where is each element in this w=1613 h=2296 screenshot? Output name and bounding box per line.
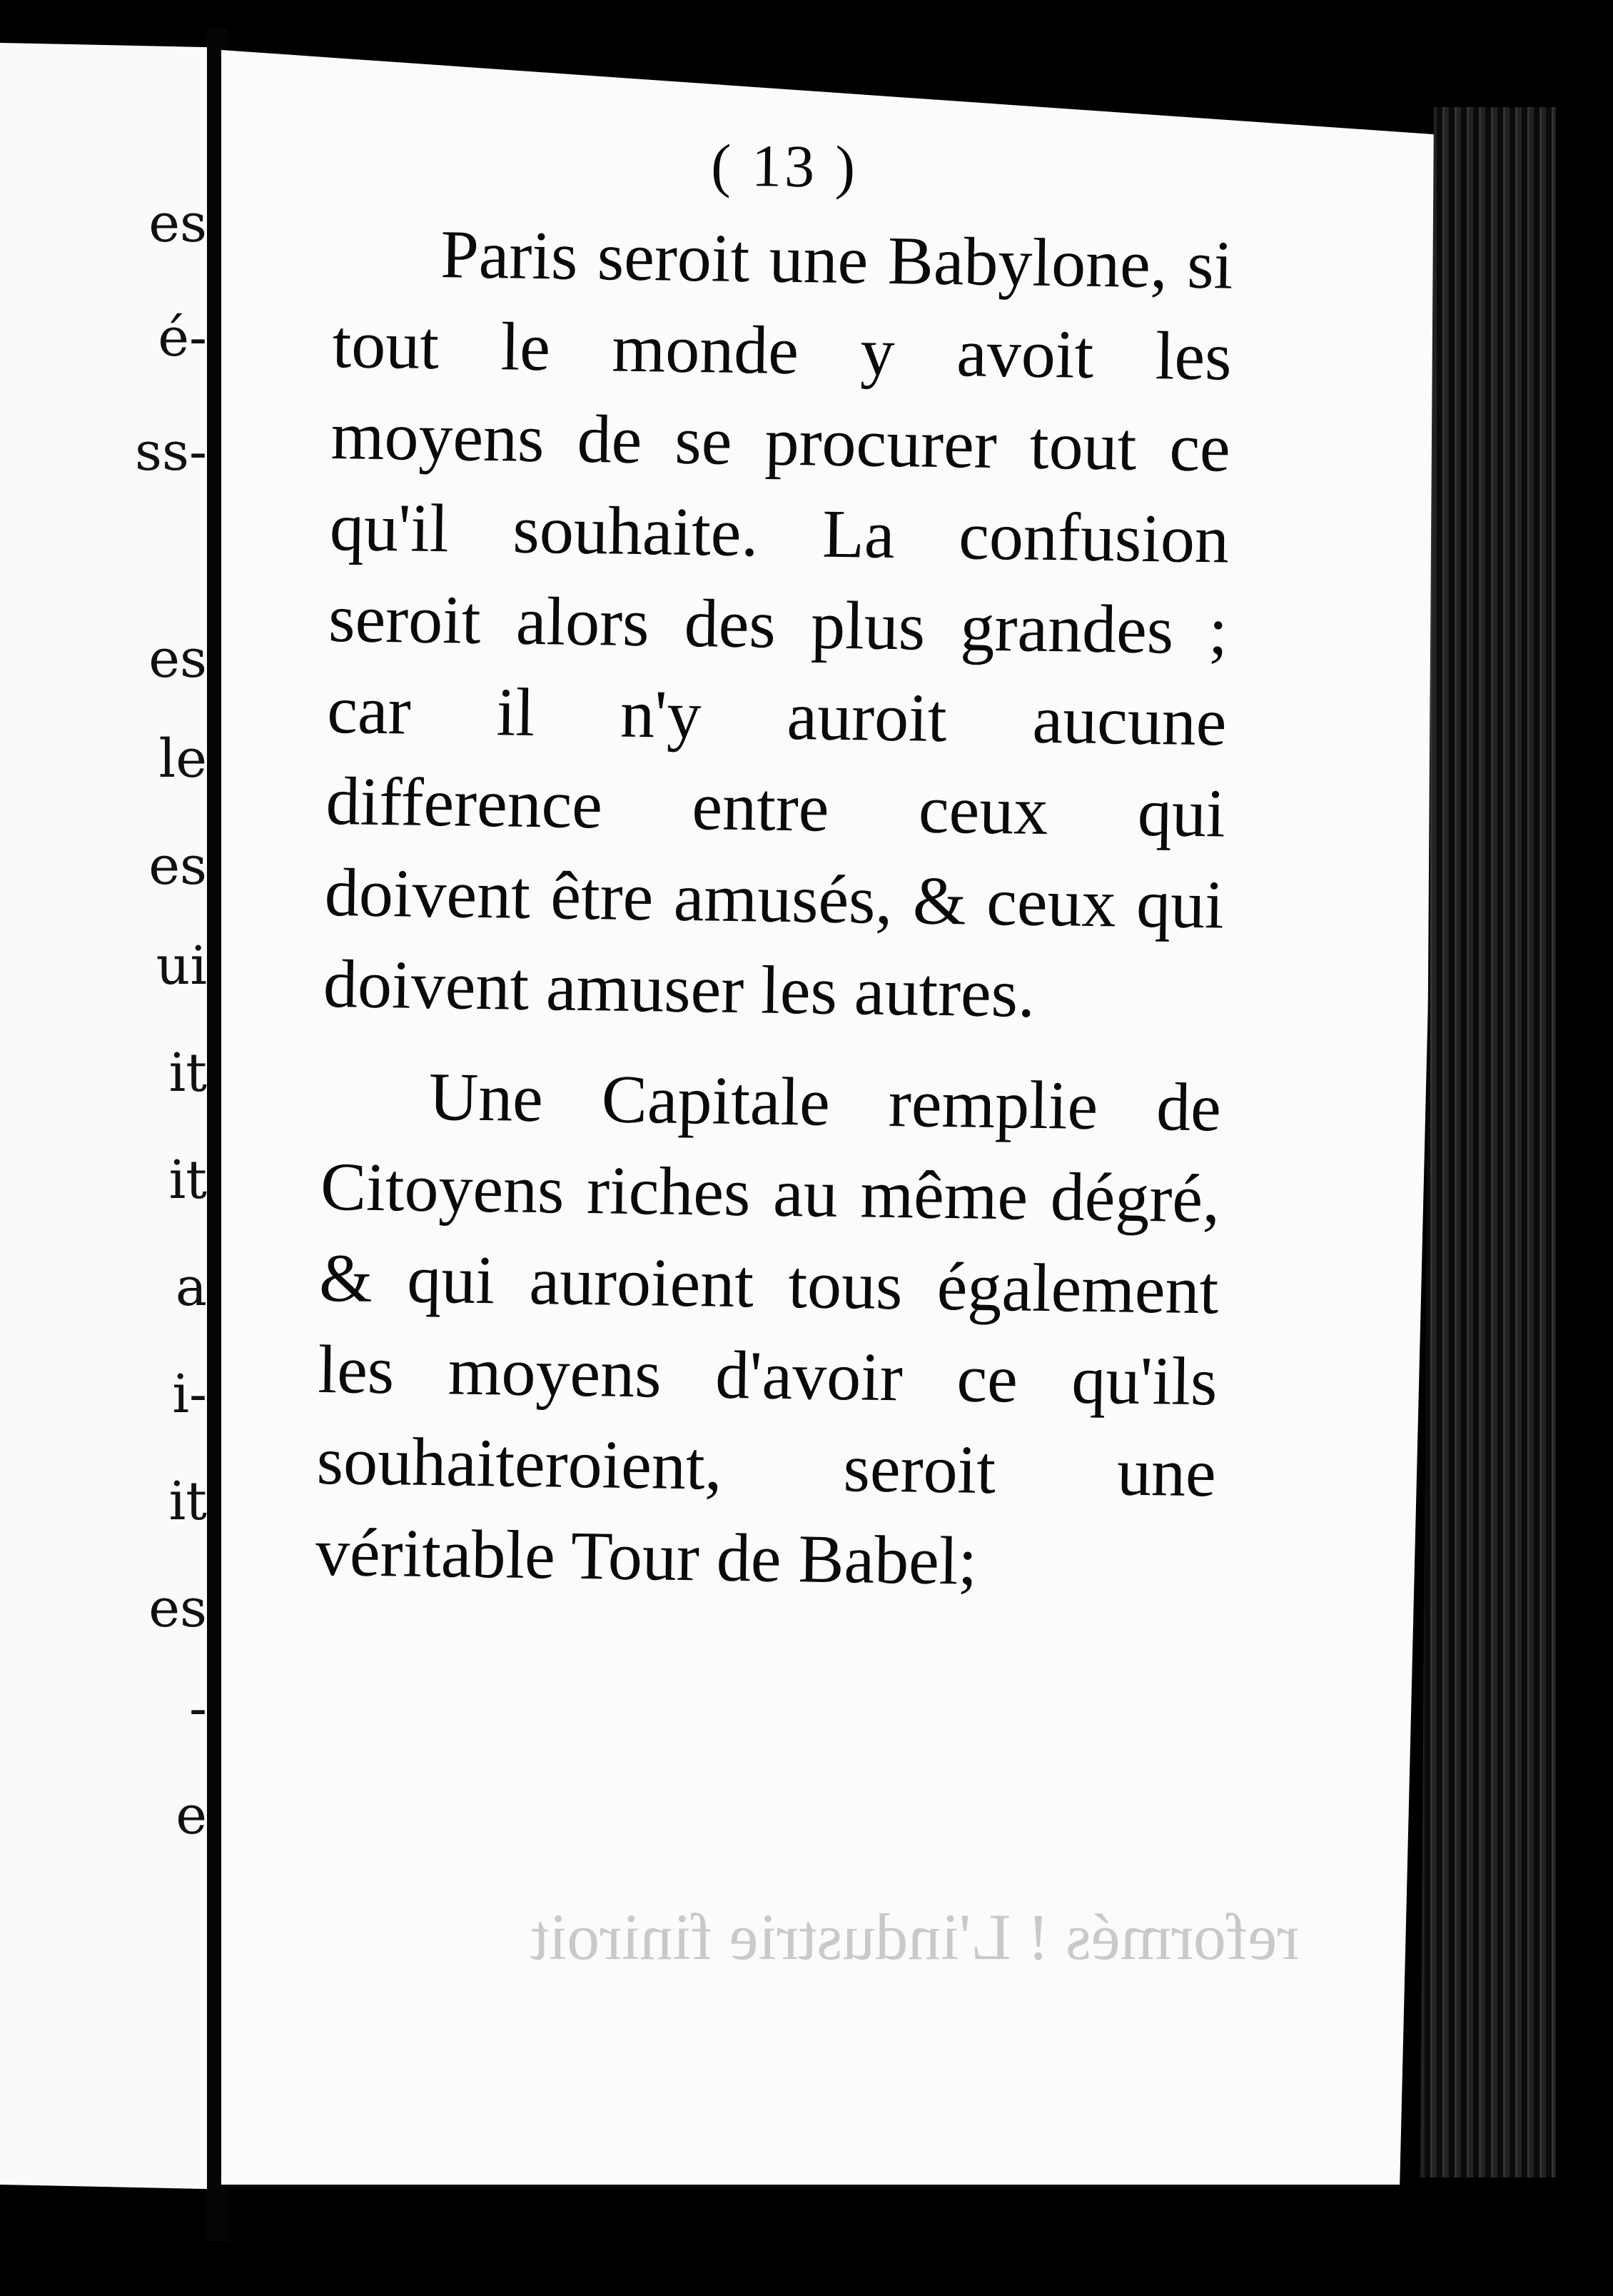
- fragment: it: [168, 1471, 207, 1532]
- fragment: le: [158, 728, 207, 790]
- fragment: es: [148, 628, 207, 690]
- fragment: es: [148, 193, 207, 254]
- fragment: -: [188, 1678, 207, 1739]
- fragment: it: [168, 1042, 207, 1104]
- fragment: it: [168, 1149, 207, 1211]
- paragraph: Une Capitale remplie de Citoyens riches au même dégré, & qui auroient tous également les moyens d'avoir ce qu'ils souhaiteroient, seroit une véritable Tour de Babel;: [315, 1057, 1222, 1599]
- fragment: a: [175, 1257, 207, 1318]
- paragraph: Paris seroit une Babylone, si tout le monde y avoit les moyens de se procurer tout ce qu'il souhaite. La confusion seroit alors des plus grandes ; car il n'y auroit aucune difference entre ceux qui doivent être amusés, & ceux qui doivent amuser les autres.: [323, 216, 1234, 1032]
- fragment: es: [148, 1578, 207, 1639]
- page-number: ( 13 ): [710, 132, 859, 201]
- fragment: é-: [158, 307, 207, 368]
- fragment: ss-: [135, 421, 207, 483]
- page-text-block: [315, 121, 1235, 1630]
- fragment: ui: [156, 935, 207, 997]
- fragment: es: [148, 835, 207, 897]
- fragment: i-: [172, 1364, 207, 1425]
- fragment: e: [176, 1785, 207, 1846]
- book-page-edges: [1420, 107, 1556, 2177]
- show-through-text: reformés ! L'industrie finiroit: [530, 1900, 1299, 1973]
